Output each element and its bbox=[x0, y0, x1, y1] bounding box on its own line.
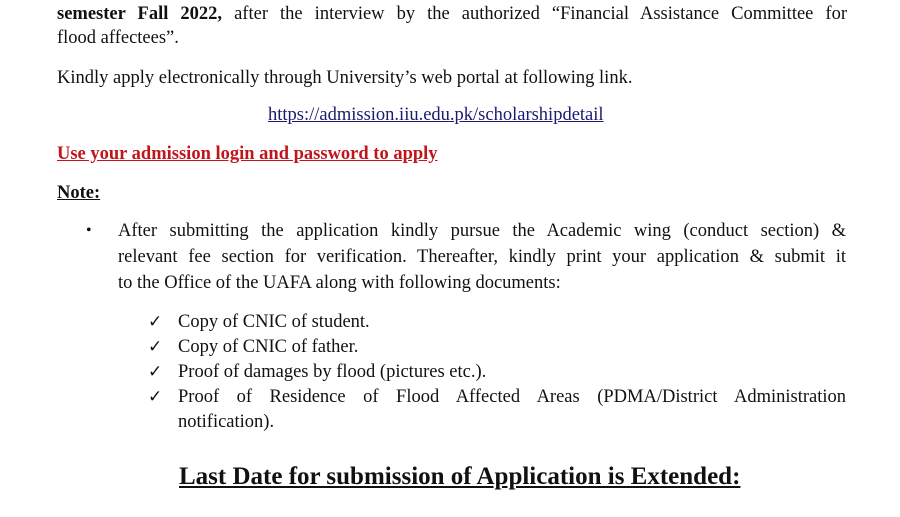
document-item: Proof of damages by flood (pictures etc.). bbox=[178, 362, 487, 382]
checkmark-icon: ✓ bbox=[148, 387, 163, 407]
bullet-line: After submitting the application kindly pursue the Academic wing (conduct section) & bbox=[118, 221, 846, 241]
bullet-line: relevant fee section for verification. Thereafter, kindly print your application & submit it bbox=[118, 247, 846, 267]
bullet-line: to the Office of the UAFA along with following documents: bbox=[118, 273, 561, 293]
scholarship-link[interactable]: https://admission.iiu.edu.pk/scholarshipdetail bbox=[268, 105, 604, 125]
paragraph-text: after the interview by the authorized “Financial Assistance Committee for bbox=[222, 4, 848, 24]
document-item: Proof of Residence of Flood Affected Areas (PDMA/District Administration bbox=[178, 387, 846, 407]
checkmark-icon: ✓ bbox=[148, 362, 163, 382]
semester-text: semester Fall 2022, bbox=[57, 4, 223, 24]
document-item: Copy of CNIC of student. bbox=[178, 312, 370, 332]
paragraph-line: flood affectees”. bbox=[57, 28, 179, 48]
bullet-icon: • bbox=[86, 222, 92, 239]
document-item: Copy of CNIC of father. bbox=[178, 337, 359, 357]
last-date-heading: Last Date for submission of Application is Extended: bbox=[179, 463, 741, 490]
document-item-continuation: notification). bbox=[178, 412, 275, 432]
checkmark-icon: ✓ bbox=[148, 312, 163, 332]
paragraph-line bbox=[57, 5, 847, 24]
instruction-text: Kindly apply electronically through University’s web portal at following link. bbox=[57, 68, 633, 88]
checkmark-icon: ✓ bbox=[148, 337, 163, 357]
login-notice: Use your admission login and password to apply bbox=[57, 144, 438, 164]
note-label: Note: bbox=[57, 183, 101, 203]
cut-off-date-text bbox=[312, 489, 318, 517]
